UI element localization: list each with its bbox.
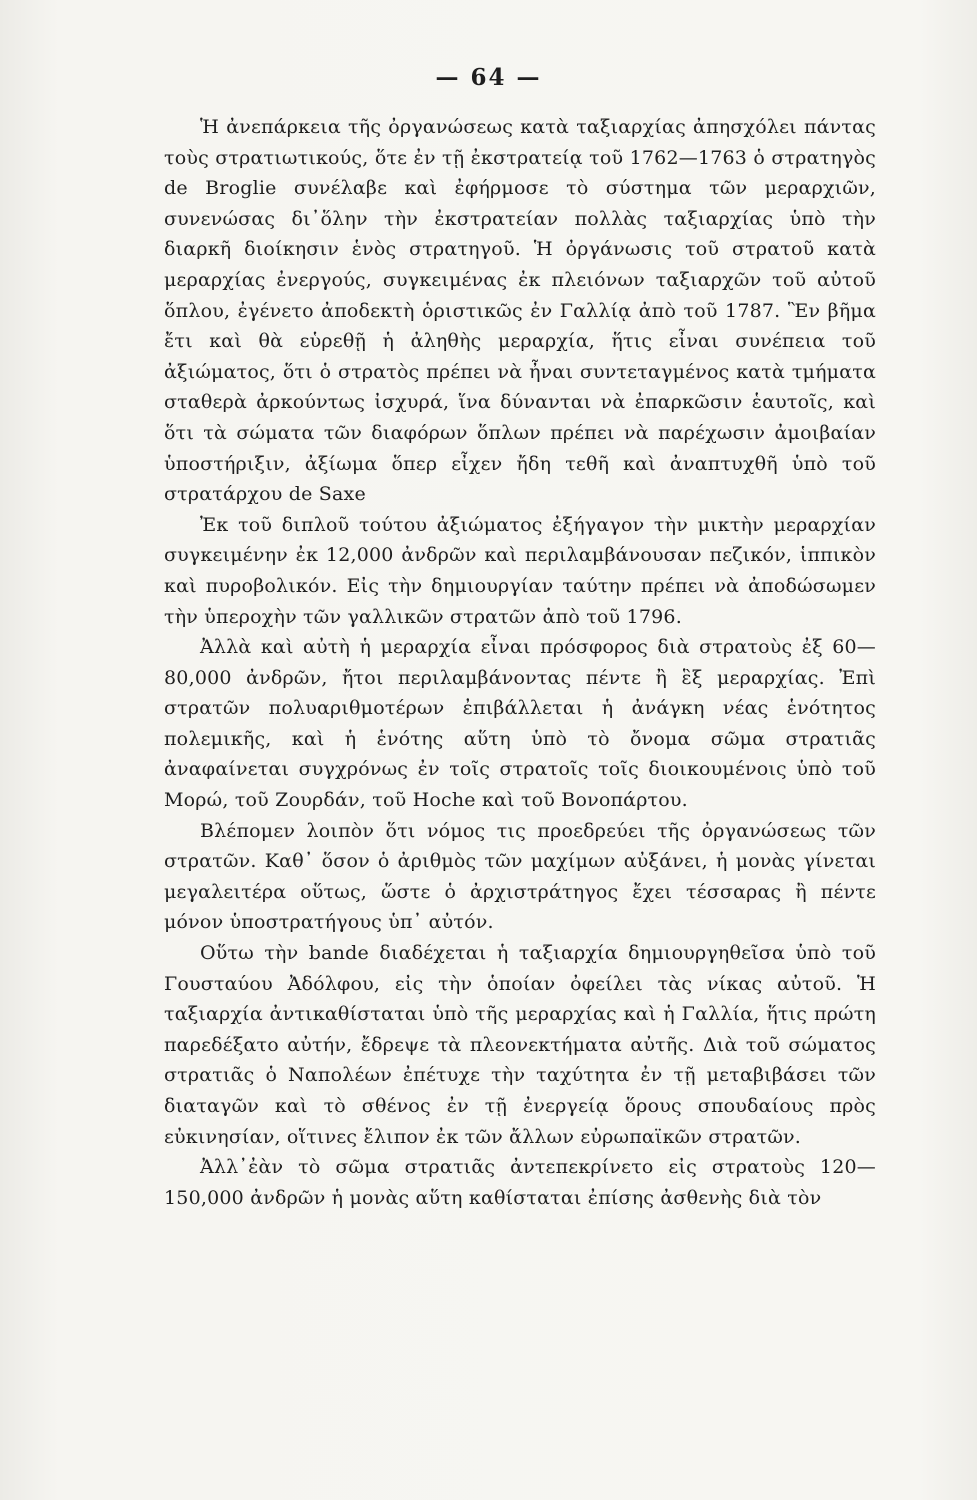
paragraph-army-corps: Ἀλλὰ καὶ αὐτὴ ἡ μεραρχία εἶναι πρόσφορος διὰ στρατοὺς ἐξ 60—80,000 ἀνδρῶν, ἤτοι περιλαμβάνοντας πέντε ἢ ἓξ μεραρχίας. Ἐπὶ στρατῶν πολυαριθμοτέρων ἐπιβάλλεται ἡ ἀνάγκη νέας ἑνότητος πολεμικῆς, καὶ ἡ ἑνότης αὕτη ὑπὸ τὸ ὄνομα σῶμα στρατιᾶς ἀναφαίνεται συγχρόνως ἐν τοῖς στρατοῖς τοῖς διοικουμένοις ὑπὸ τοῦ Μορώ, τοῦ Ζουρδάν, τοῦ Hoche καὶ τοῦ Βονοπάρτου. xyxy=(164,636,876,812)
paragraph-divisions-history: Ἡ ἀνεπάρκεια τῆς ὀργανώσεως κατὰ ταξιαρχίας ἀπησχόλει πάντας τοὺς στρατιωτικούς, ὅτε ἐν τῇ ἐκστρατείᾳ τοῦ 1762—1763 ὁ στρατηγὸς de Broglie συνέλαβε καὶ ἐφήρμοσε τὸ σύστημα τῶν μεραρχιῶν, συνενώσας δι᾽ὅλην τὴν ἐκστρατείαν πολλὰς ταξιαρχίας ὑπὸ τὴν διαρκῆ διοίκησιν ἑνὸς στρατηγοῦ. Ἡ ὀργάνωσις τοῦ στρατοῦ κατὰ μεραρχίας ἐνεργούς, συγκειμένας ἐκ πλειόνων ταξιαρχῶν τοῦ αὐτοῦ ὅπλου, ἐγένετο ἀποδεκτὴ ὁριστικῶς ἐν Γαλλίᾳ ἀπὸ τοῦ 1787. Ἓν βῆμα ἔτι καὶ θὰ εὑρεθῇ ἡ ἀληθὴς μεραρχία, ἥτις εἶναι συνέπεια τοῦ ἀξιώματος, ὅτι ὁ στρατὸς πρέπει νὰ ἦναι συντεταγμένος κατὰ τμήματα σταθερὰ ἀρκούντως ἰσχυρά, ἵνα δύνανται νὰ ἐπαρκῶσιν ἑαυτοῖς, καὶ ὅτι τὰ σώματα τῶν διαφόρων ὅπλων πρέπει νὰ παρέχωσιν ἀμοιβαίαν ὑποστήριξιν, ἀξίωμα ὅπερ εἶχεν ἤδη τεθῆ καὶ ἀναπτυχθῆ ὑπὸ τοῦ στρατάρχου de Saxe xyxy=(164,116,876,506)
page-number: — 64 — xyxy=(435,64,542,91)
paragraph-mixed-division: Ἐκ τοῦ διπλοῦ τούτου ἀξιώματος ἐξήγαγον τὴν μικτὴν μεραρχίαν συγκειμένην ἐκ 12,000 ἀνδρῶν καὶ περιλαμβάνουσαν πεζικόν, ἱππικὸν καὶ πυροβολικόν. Εἰς τὴν δημιουργίαν ταύτην πρέπει νὰ ἀποδώσωμεν τὴν ὑπεροχὴν τῶν γαλλικῶν στρατῶν ἀπὸ τοῦ 1796. xyxy=(164,513,876,628)
paragraph-brigade-succession: Οὕτω τὴν bande διαδέχεται ἡ ταξιαρχία δημιουργηθεῖσα ὑπὸ τοῦ Γουσταύου Ἀδόλφου, εἰς τὴν ὁποίαν ὀφείλει τὰς νίκας αὐτοῦ. Ἡ ταξιαρχία ἀντικαθίσταται ὑπὸ τῆς μεραρχίας καὶ ἡ Γαλλία, ἥτις πρώτη παρεδέξατο αὐτήν, ἔδρεψε τὰ πλεονεκτήματα αὐτῆς. Διὰ τοῦ σώματος στρατιᾶς ὁ Ναπολέων ἐπέτυχε τὴν ταχύτητα ἐν τῇ μεταβιβάσει τῶν διαταγῶν καὶ τὸ σθένος ἐν τῇ ἐνεργείᾳ ὅρους σπουδαίους πρὸς εὐκινησίαν, οἵτινες ἔλιπον ἐκ τῶν ἄλλων εὐρωπαϊκῶν στρατῶν. xyxy=(164,942,876,1148)
paragraph-army-corps-limits: Ἀλλ᾽ἐὰν τὸ σῶμα στρατιᾶς ἀντεπεκρίνετο εἰς στρατοὺς 120—150,000 ἀνδρῶν ἡ μονὰς αὕτη καθίσταται ἐπίσης ἀσθενὴς διὰ τὸν xyxy=(164,1156,876,1209)
text-body xyxy=(164,112,876,1213)
paragraph-organization-law: Βλέπομεν λοιπὸν ὅτι νόμος τις προεδρεύει τῆς ὀργανώσεως τῶν στρατῶν. Καθ᾽ ὅσον ὁ ἀριθμὸς τῶν μαχίμων αὐξάνει, ἡ μονὰς γίνεται μεγαλειτέρα οὕτως, ὥστε ὁ ἀρχιστράτηγος ἔχει τέσσαρας ἢ πέντε μόνον ὑποστρατήγους ὑπ᾽ αὐτόν. xyxy=(164,819,876,934)
